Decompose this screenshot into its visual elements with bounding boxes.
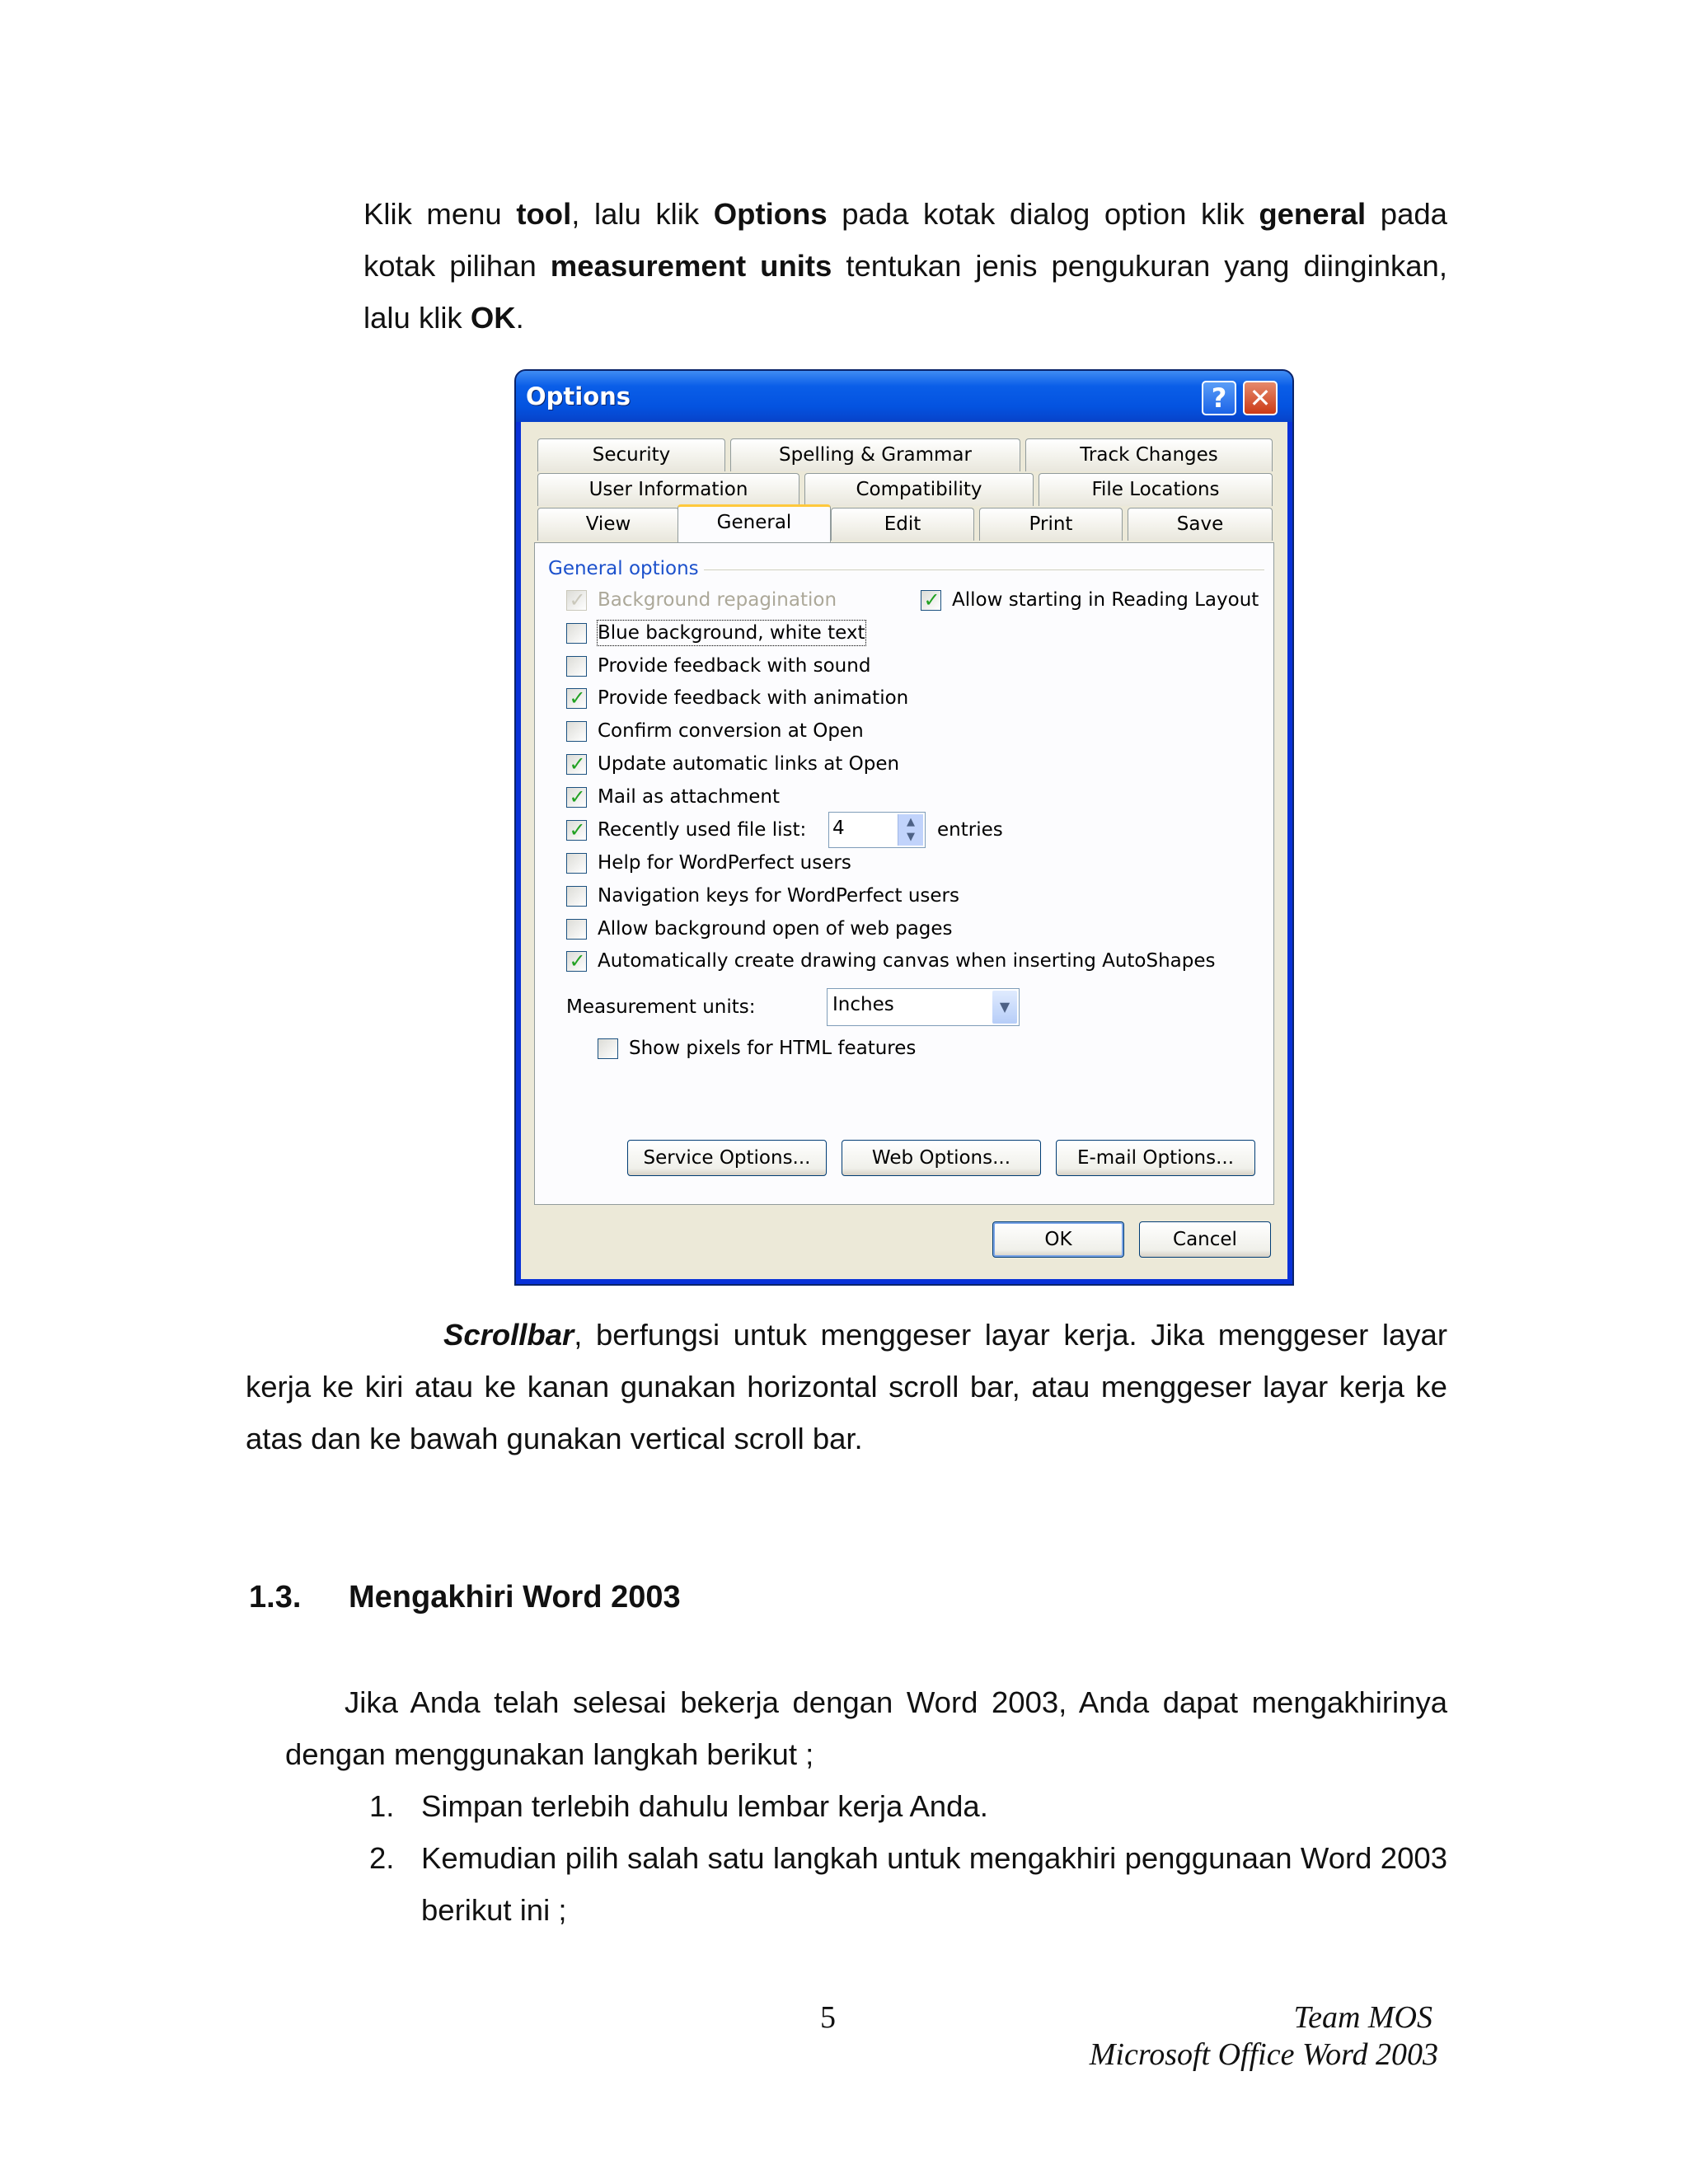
intro-paragraph xyxy=(363,188,1447,344)
section-title: Mengakhiri Word 2003 xyxy=(349,1580,681,1615)
checkbox-box[interactable] xyxy=(566,721,587,742)
tab-edit[interactable]: Edit xyxy=(831,508,974,541)
intro-bold-general: general xyxy=(1259,197,1367,231)
footer-product: Microsoft Office Word 2003 xyxy=(1089,2037,1438,2072)
steps-list xyxy=(369,1780,1447,1936)
check-icon: ✓ xyxy=(569,752,586,776)
checkbox-label: Automatically create drawing canvas when inserting AutoShapes xyxy=(598,950,1216,972)
list-item xyxy=(369,1780,1447,1832)
checkbox-label: Background repagination xyxy=(598,589,837,611)
tab-print[interactable]: Print xyxy=(979,508,1123,541)
list-item-number: 2. xyxy=(369,1841,395,1875)
list-item-text: Simpan terlebih dahulu lembar kerja Anda. xyxy=(421,1789,988,1823)
group-divider xyxy=(704,569,1264,570)
scrollbar-term: Scrollbar xyxy=(443,1318,574,1352)
checkbox-label: Navigation keys for WordPerfect users xyxy=(598,885,959,907)
checkbox-box[interactable] xyxy=(566,886,587,907)
list-item-number: 1. xyxy=(369,1789,395,1823)
checkbox-label: Show pixels for HTML features xyxy=(629,1038,917,1059)
checkbox-box[interactable] xyxy=(566,656,587,677)
checkbox-label: Update automatic links at Open xyxy=(598,753,900,775)
measurement-select[interactable] xyxy=(827,988,1020,1026)
recent-files-spinner[interactable] xyxy=(828,812,926,848)
tab-track-changes[interactable]: Track Changes xyxy=(1025,438,1273,471)
checkbox-box[interactable] xyxy=(566,688,587,709)
check-icon: ✓ xyxy=(923,588,940,612)
tab-user-information[interactable]: User Information xyxy=(537,473,799,506)
intro-bold-tool: tool xyxy=(516,197,572,231)
checkbox-box[interactable] xyxy=(566,820,587,841)
intro-bold-measurement: measurement units xyxy=(550,249,832,283)
list-item-text: Kemudian pilih salah satu langkah untuk mengakhiri penggunaan Word 2003 berikut ini ; xyxy=(421,1841,1447,1927)
web-options-button[interactable]: Web Options... xyxy=(842,1140,1041,1176)
group-title: General options xyxy=(548,558,699,579)
checkbox-box[interactable] xyxy=(566,951,587,972)
checkbox-label: Provide feedback with sound xyxy=(598,655,871,677)
intro-text-1: Klik menu xyxy=(363,197,517,231)
measurement-value[interactable]: Inches xyxy=(832,994,894,1015)
tab-general[interactable]: General xyxy=(678,504,831,542)
checkbox-label: Blue background, white text xyxy=(598,622,865,644)
chevron-down-icon[interactable]: ▼ xyxy=(992,991,1017,1024)
dialog-titlebar[interactable] xyxy=(516,371,1292,422)
checkbox-box[interactable] xyxy=(566,919,587,940)
checkbox-box[interactable] xyxy=(566,623,587,644)
measurement-label: Measurement units: xyxy=(566,996,756,1018)
page-number: 5 xyxy=(820,2000,836,2035)
checkbox-box[interactable] xyxy=(921,590,941,611)
entries-label: entries xyxy=(937,819,1003,841)
checkbox-box[interactable] xyxy=(566,754,587,775)
check-icon: ✓ xyxy=(569,687,586,710)
check-icon: ✓ xyxy=(569,588,586,612)
spinner-down-icon[interactable]: ▼ xyxy=(907,831,915,843)
help-icon[interactable]: ? xyxy=(1202,381,1236,415)
scrollbar-description: , berfungsi untuk menggeser layar kerja. Jika menggeser layar kerja ke kiri atau ke kanan gunakan horizontal scroll bar, atau menggeser layar kerja ke atas dan ke bawah gunakan vertical scroll bar. xyxy=(246,1318,1447,1455)
dialog-title: Options xyxy=(526,382,631,410)
tab-file-locations[interactable]: File Locations xyxy=(1039,473,1273,506)
checkbox-label: Help for WordPerfect users xyxy=(598,852,851,874)
intro-text-4: pada kotak pilihan xyxy=(363,197,1447,283)
check-icon: ✓ xyxy=(569,785,586,808)
checkbox-label: Recently used file list: xyxy=(598,819,807,841)
intro-text-3: pada kotak dialog option klik xyxy=(827,197,1259,231)
checkbox-box[interactable] xyxy=(566,787,587,808)
service-options-button[interactable]: Service Options... xyxy=(627,1140,827,1176)
scrollbar-paragraph xyxy=(246,1309,1447,1465)
checkbox-box xyxy=(566,590,587,611)
intro-bold-options: Options xyxy=(713,197,828,231)
intro-text-2: , lalu klik xyxy=(571,197,714,231)
close-icon[interactable]: ✕ xyxy=(1243,381,1278,415)
checkbox-label: Confirm conversion at Open xyxy=(598,720,864,742)
checkbox-label: Allow starting in Reading Layout xyxy=(952,589,1259,611)
intro-text-5: tentukan jenis pengukuran yang diinginkan, lalu klik xyxy=(363,249,1447,335)
email-options-button[interactable]: E-mail Options... xyxy=(1056,1140,1255,1176)
spinner-arrows[interactable] xyxy=(898,814,923,846)
checkbox-box[interactable] xyxy=(566,853,587,874)
cancel-button[interactable]: Cancel xyxy=(1139,1221,1271,1258)
tab-view[interactable]: View xyxy=(537,508,679,541)
check-icon: ✓ xyxy=(569,949,586,972)
dialog-client xyxy=(521,422,1287,1279)
spinner-value[interactable]: 4 xyxy=(832,818,845,839)
checkbox-box[interactable] xyxy=(598,1038,618,1059)
list-item xyxy=(369,1832,1447,1936)
checkbox-label: Allow background open of web pages xyxy=(598,918,953,940)
intro-text-6: . xyxy=(515,301,524,335)
section-number: 1.3. xyxy=(249,1580,302,1615)
tab-compatibility[interactable]: Compatibility xyxy=(804,473,1034,506)
tab-save[interactable]: Save xyxy=(1128,508,1273,541)
options-dialog xyxy=(514,369,1294,1286)
closing-paragraph: Jika Anda telah selesai bekerja dengan Word 2003, Anda dapat mengakhirinya dengan menggunakan langkah berikut ; xyxy=(285,1685,1447,1771)
spinner-up-icon[interactable]: ▲ xyxy=(907,816,915,828)
ok-button[interactable]: OK xyxy=(992,1221,1124,1258)
checkbox-label: Mail as attachment xyxy=(598,786,781,808)
check-icon: ✓ xyxy=(569,818,586,841)
footer-team: Team MOS xyxy=(1293,2000,1432,2035)
intro-bold-ok: OK xyxy=(470,301,516,335)
tab-spelling-grammar[interactable]: Spelling & Grammar xyxy=(730,438,1020,471)
general-panel xyxy=(534,542,1274,1205)
tab-security[interactable]: Security xyxy=(537,438,725,471)
checkbox-label: Provide feedback with animation xyxy=(598,687,909,709)
